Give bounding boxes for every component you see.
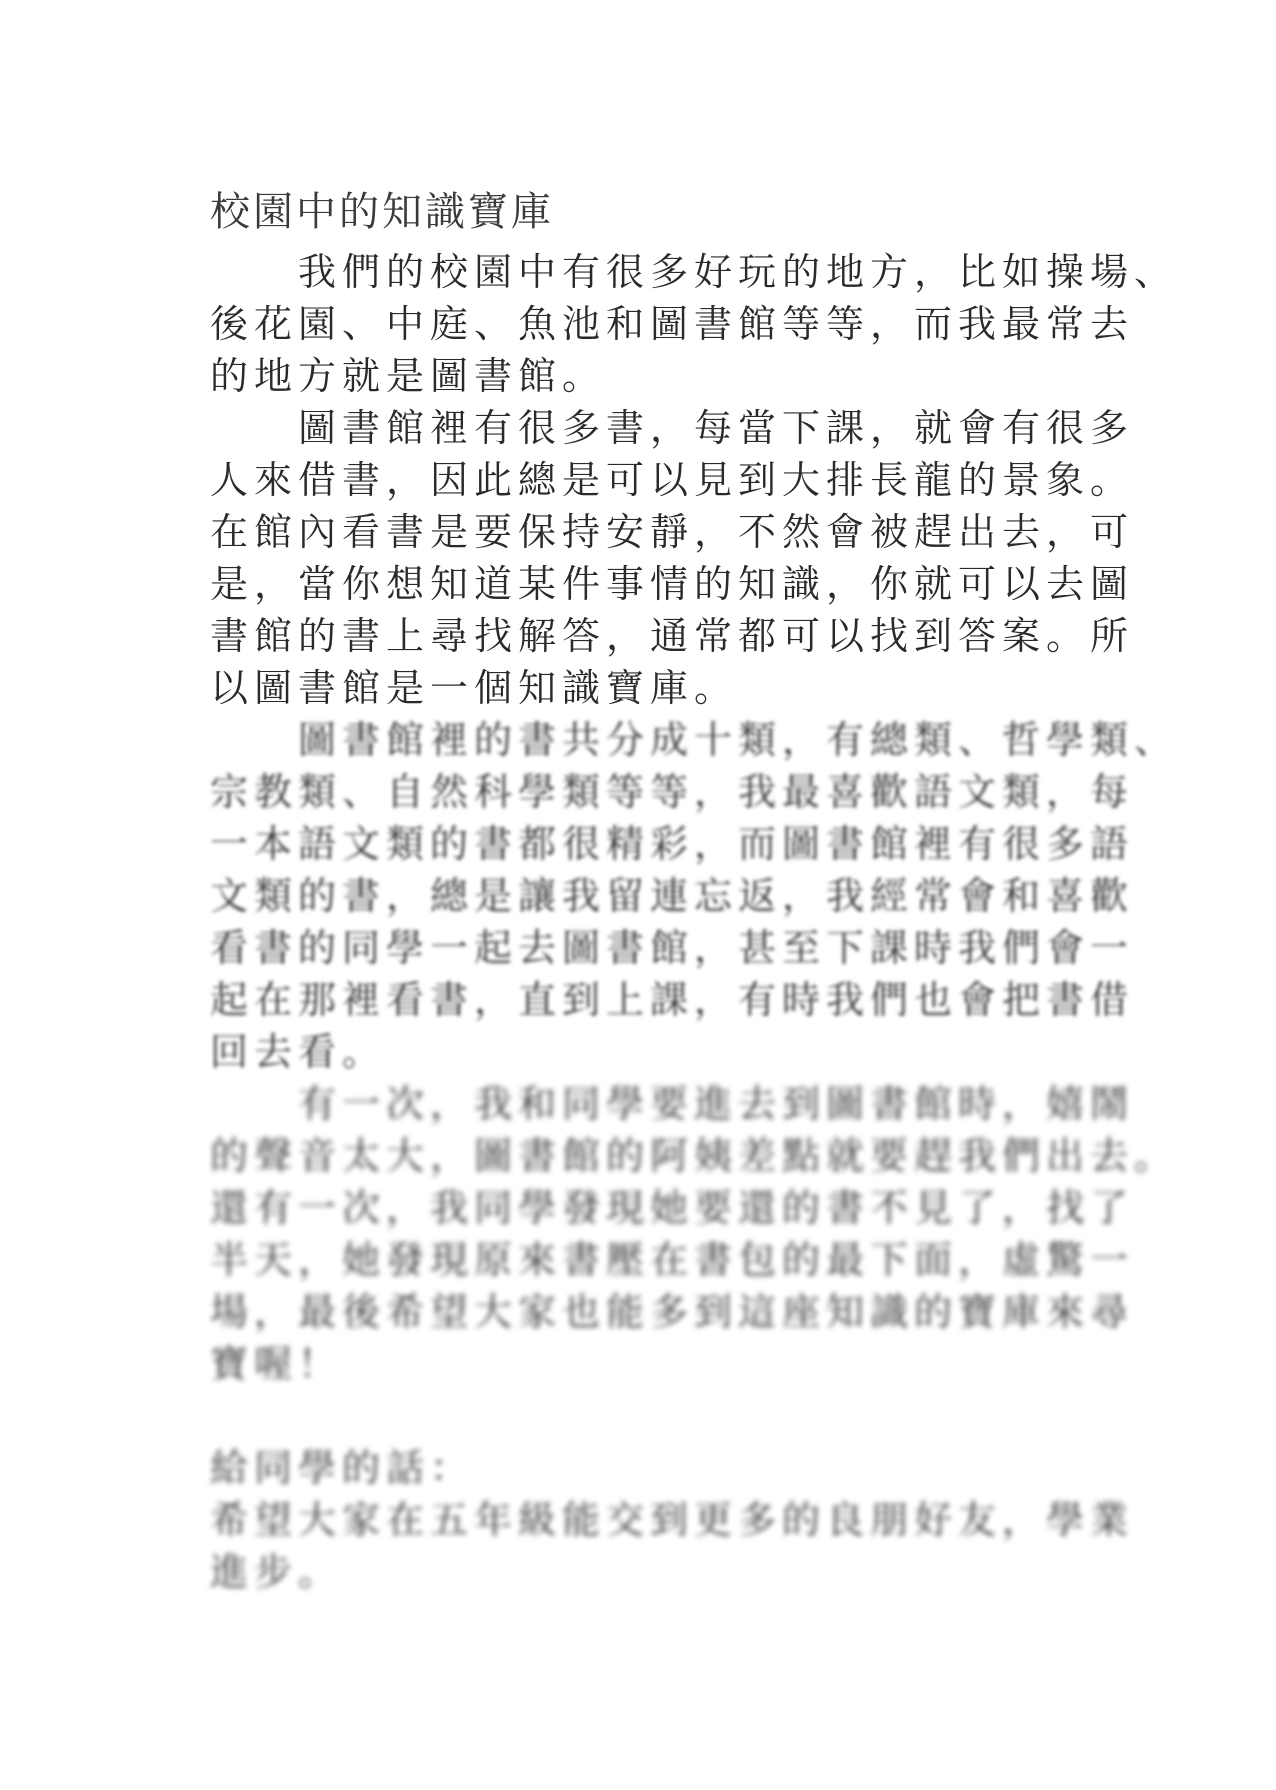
text-line: 文類的書，總是讓我留連忘返，我經常會和喜歡 <box>210 874 1135 918</box>
paragraph-2 <box>210 402 1135 714</box>
text-line: 我們的校園中有很多好玩的地方，比如操場、 <box>210 250 1179 294</box>
text-line: 書館的書上尋找解答，通常都可以找到答案。所 <box>210 614 1135 658</box>
text-line: 有一次，我和同學要進去到圖書館時，嬉鬧 <box>210 1082 1135 1126</box>
text-line: 半天，她發現原來書壓在書包的最下面，虛驚一 <box>210 1238 1135 1282</box>
paragraph-1 <box>210 246 1179 402</box>
text-line: 希望大家在五年級能交到更多的良朋好友，學業 <box>210 1498 1135 1542</box>
text-line: 以圖書館是一個知識寶庫。 <box>210 666 739 710</box>
text-line: 後花園、中庭、魚池和圖書館等等，而我最常去 <box>210 302 1135 346</box>
essay-title: 校園中的知識寶庫 <box>210 189 554 235</box>
text-line: 看書的同學一起去圖書館，甚至下課時我們會一 <box>210 926 1135 970</box>
text-line: 在館內看書是要保持安靜，不然會被趕出去，可 <box>210 510 1135 554</box>
text-line: 的聲音太大，圖書館的阿姨差點就要趕我們出去。 <box>210 1134 1179 1178</box>
text-line: 宗教類、自然科學類等等，我最喜歡語文類，每 <box>210 770 1135 814</box>
text-line: 的地方就是圖書館。 <box>210 354 607 398</box>
text-line: 回去看。 <box>210 1030 387 1074</box>
text-line: 圖書館裡有很多書，每當下課，就會有很多 <box>210 406 1135 450</box>
note-to-classmates <box>210 1442 1135 1598</box>
text-line: 一本語文類的書都很精彩，而圖書館裡有很多語 <box>210 822 1135 866</box>
paragraph-4 <box>210 1078 1179 1390</box>
text-line: 人來借書，因此總是可以見到大排長龍的景象。 <box>210 458 1135 502</box>
text-line: 是，當你想知道某件事情的知識，你就可以去圖 <box>210 562 1135 606</box>
note-heading: 給同學的話： <box>210 1446 475 1490</box>
text-line: 還有一次，我同學發現她要還的書不見了，找了 <box>210 1186 1135 1230</box>
text-line: 寶喔！ <box>210 1342 343 1386</box>
text-line: 進步。 <box>210 1550 343 1594</box>
text-line: 場，最後希望大家也能多到這座知識的寶庫來尋 <box>210 1290 1135 1334</box>
text-line: 起在那裡看書，直到上課，有時我們也會把書借 <box>210 978 1135 1022</box>
essay <box>210 180 1179 1598</box>
blank-line <box>210 1390 1110 1442</box>
text-line: 圖書館裡的書共分成十類，有總類、哲學類、 <box>210 718 1179 762</box>
paragraph-3 <box>210 714 1179 1078</box>
